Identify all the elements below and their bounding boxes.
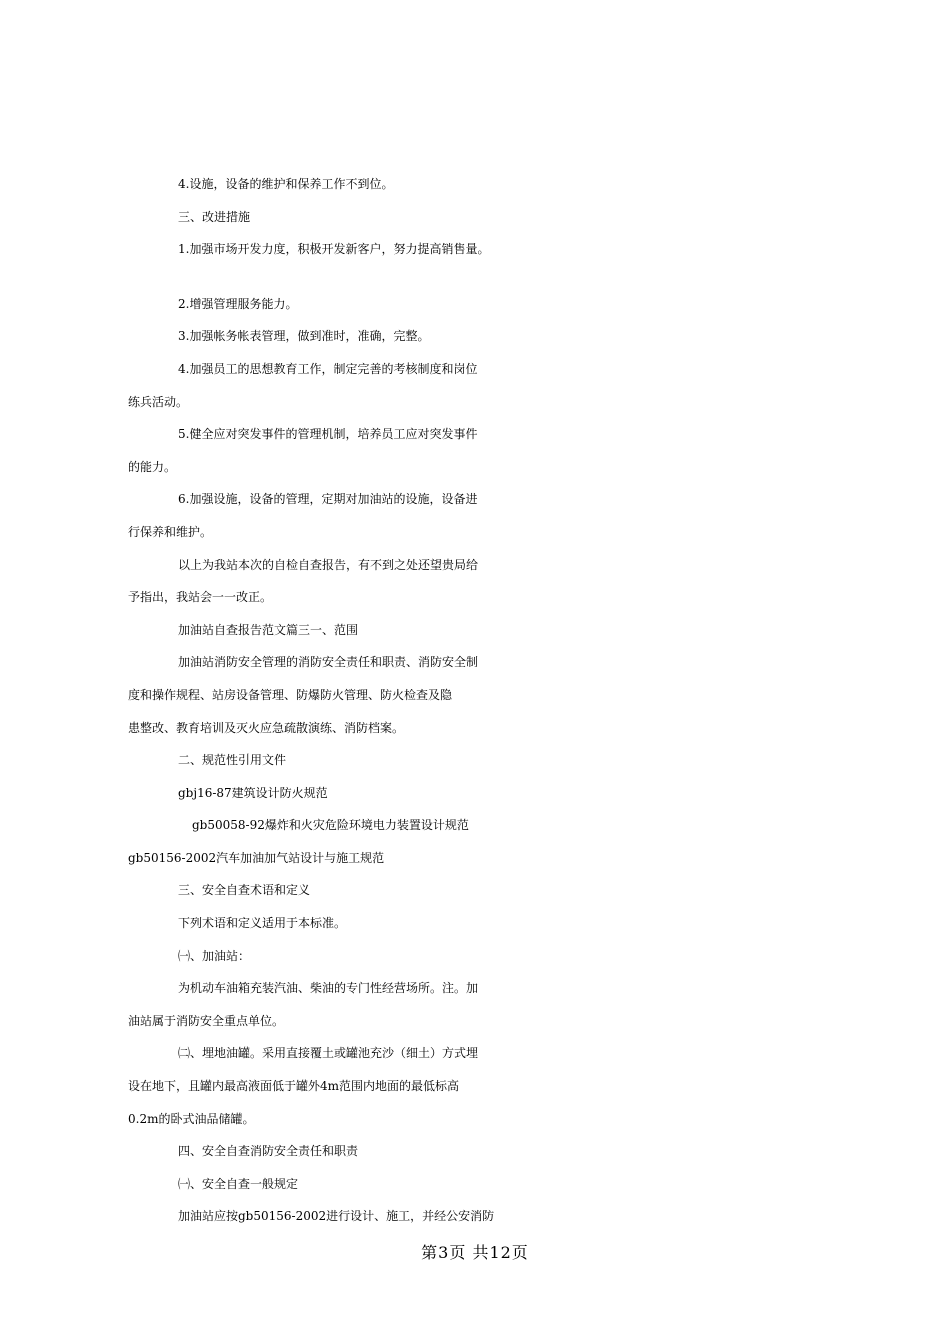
text-line: 5.健全应对突发事件的管理机制，培养员工应对突发事件 [178, 427, 478, 442]
text-line: 4.设施，设备的维护和保养工作不到位。 [178, 177, 394, 191]
text-line: 练兵活动。 [128, 394, 189, 409]
text-line: 下列术语和定义适用于本标准。 [178, 916, 347, 931]
text-line: 加油站消防安全管理的消防安全责任和职责、消防安全制 [178, 655, 479, 670]
text-line: 患整改、教育培训及灭火应急疏散演练、消防档案。 [128, 720, 405, 735]
section-heading: 四、安全自查消防安全责任和职责 [178, 1144, 359, 1159]
text-line: gbj16-87建筑设计防火规范 [178, 785, 328, 800]
text-line: 1.加强市场开发力度，积极开发新客户，努力提高销售量。 [178, 242, 490, 257]
section-heading: 二、规范性引用文件 [178, 753, 287, 768]
text-line: 以上为我站本次的自检自查报告，有不到之处还望贵局给 [178, 557, 479, 572]
text-line: gb50058-92爆炸和火灾危险环境电力装置设计规范 [192, 818, 469, 833]
page-footer: 第3页 共12页 [421, 1243, 529, 1262]
text-line: 4.加强员工的思想教育工作，制定完善的考核制度和岗位 [178, 361, 478, 376]
blank-line [0, 266, 950, 288]
text-line: 2.增强管理服务能力。 [178, 296, 298, 311]
text-line: 为机动车油箱充装汽油、柴油的专门性经营场所。注。加 [178, 981, 479, 996]
section-heading: 三、改进措施 [178, 209, 251, 224]
text-line: ㈡、埋地油罐。采用直接覆土或罐池充沙（细土）方式埋 [178, 1046, 479, 1061]
text-line: 的能力。 [128, 459, 177, 474]
text-line: 0.2m的卧式油品储罐。 [128, 1111, 255, 1126]
text-line: ㈠、安全自查一般规定 [178, 1176, 299, 1191]
text-line: 予指出，我站会一一改正。 [128, 590, 273, 605]
section-heading: 加油站自查报告范文篇三一、范围 [178, 622, 359, 637]
text-line: 3.加强帐务帐表管理，做到准时，准确，完整。 [178, 329, 430, 344]
text-line: gb50156-2002汽车加油加气站设计与施工规范 [128, 850, 385, 865]
document-body [0, 168, 950, 1233]
text-line: 行保养和维护。 [128, 524, 213, 539]
section-heading: 三、安全自查术语和定义 [178, 883, 311, 898]
text-line: ㈠、加油站： [178, 948, 251, 963]
text-line: 6.加强设施，设备的管理，定期对加油站的设施，设备进 [178, 492, 478, 507]
text-line: 度和操作规程、站房设备管理、防爆防火管理、防火检查及隐 [128, 687, 453, 702]
text-line: 加油站应按gb50156-2002进行设计、施工，并经公安消防 [178, 1209, 495, 1224]
text-line: 油站属于消防安全重点单位。 [128, 1013, 285, 1028]
text-line: 设在地下，且罐内最高液面低于罐外4m范围内地面的最低标高 [128, 1079, 460, 1094]
